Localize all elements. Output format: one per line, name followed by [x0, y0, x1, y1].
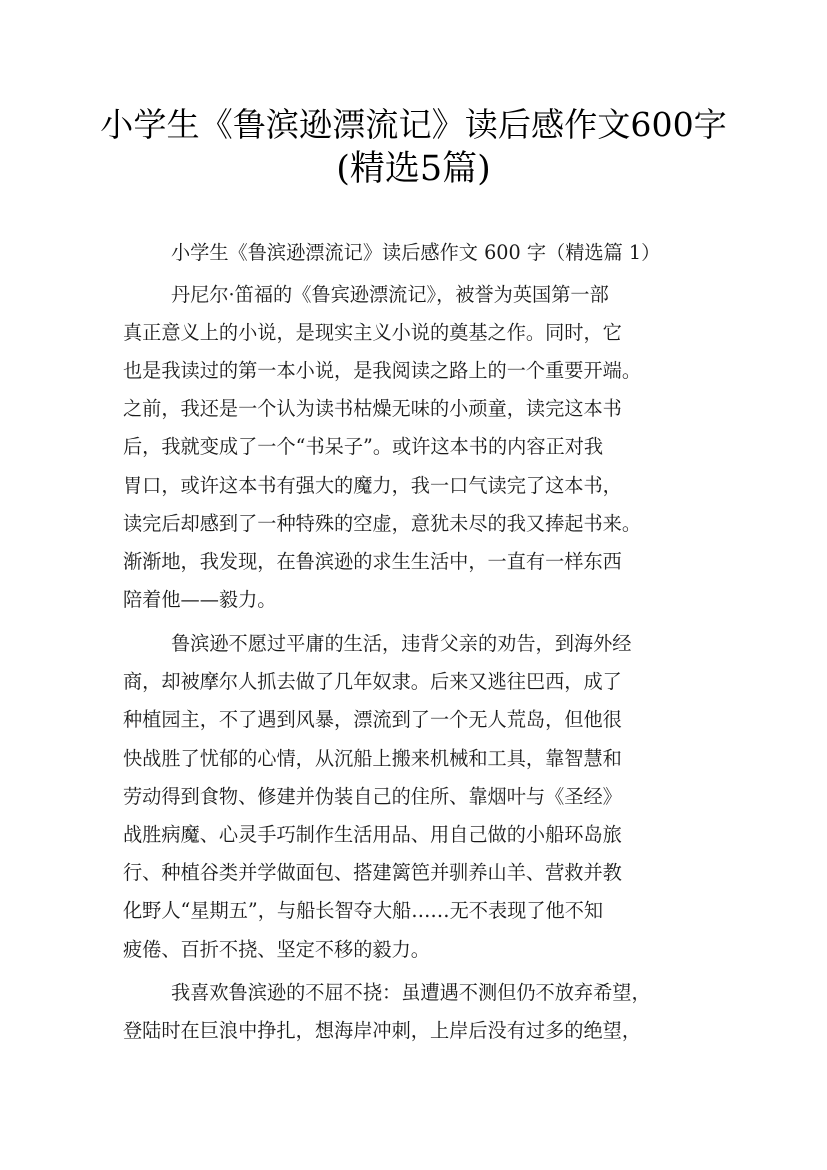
body-line: 战胜病魔、心灵手巧制作生活用品、用自己做的小船环岛旅: [123, 823, 622, 846]
body-line: 后，我就变成了一个“书呆子”。或许这本书的内容正对我: [123, 435, 604, 458]
body-line: 我喜欢鲁滨逊的不屈不挠：虽遭遇不测但仍不放弃希望，: [171, 981, 651, 1004]
body-line: 种植园主，不了遇到风暴，漂流到了一个无人荒岛，但他很: [123, 708, 622, 731]
section-heading-1: 小学生《鲁滨逊漂流记》读后感作文 600 字（精选篇 1）: [171, 241, 661, 264]
body-line: 渐渐地，我发现，在鲁滨逊的求生生活中，一直有一样东西: [123, 550, 622, 573]
body-line: 之前，我还是一个认为读书枯燥无味的小顽童，读完这本书: [123, 397, 622, 420]
body-line: 丹尼尔·笛福的《鲁宾逊漂流记》，被誉为英国第一部: [171, 283, 609, 306]
body-line: 商，却被摩尔人抓去做了几年奴隶。后来又逃往巴西，成了: [123, 670, 622, 693]
document-title-line-2: (精选5篇): [336, 149, 491, 189]
body-line: 陪着他——毅力。: [123, 588, 277, 611]
document-title-line-1: 小学生《鲁滨逊漂流记》读后感作文600字: [100, 105, 727, 144]
body-line: 快战胜了忧郁的心情，从沉船上搬来机械和工具，靠智慧和: [123, 747, 622, 770]
body-line: 行、种植谷类并学做面包、搭建篱笆并驯养山羊、营救并教: [123, 861, 622, 884]
body-line: 读完后却感到了一种特殊的空虚，意犹未尽的我又捧起书来。: [123, 512, 642, 535]
body-line: 鲁滨逊不愿过平庸的生活，违背父亲的劝告，到海外经: [171, 632, 632, 655]
body-line: 疲倦、百折不挠、坚定不移的毅力。: [123, 938, 430, 961]
body-line: 胃口，或许这本书有强大的魔力，我一口气读完了这本书，: [123, 474, 622, 497]
body-line: 劳动得到食物、修建并伪装自己的住所、靠烟叶与《圣经》: [123, 785, 622, 808]
body-line: 真正意义上的小说，是现实主义小说的奠基之作。同时，它: [123, 321, 622, 344]
body-line: 化野人“星期五”，与船长智夺大船……无不表现了他不知: [123, 899, 604, 922]
body-line: 也是我读过的第一本小说，是我阅读之路上的一个重要开端。: [123, 359, 642, 382]
body-line: 登陆时在巨浪中挣扎，想海岸冲刺，上岸后没有过多的绝望，: [123, 1019, 642, 1042]
